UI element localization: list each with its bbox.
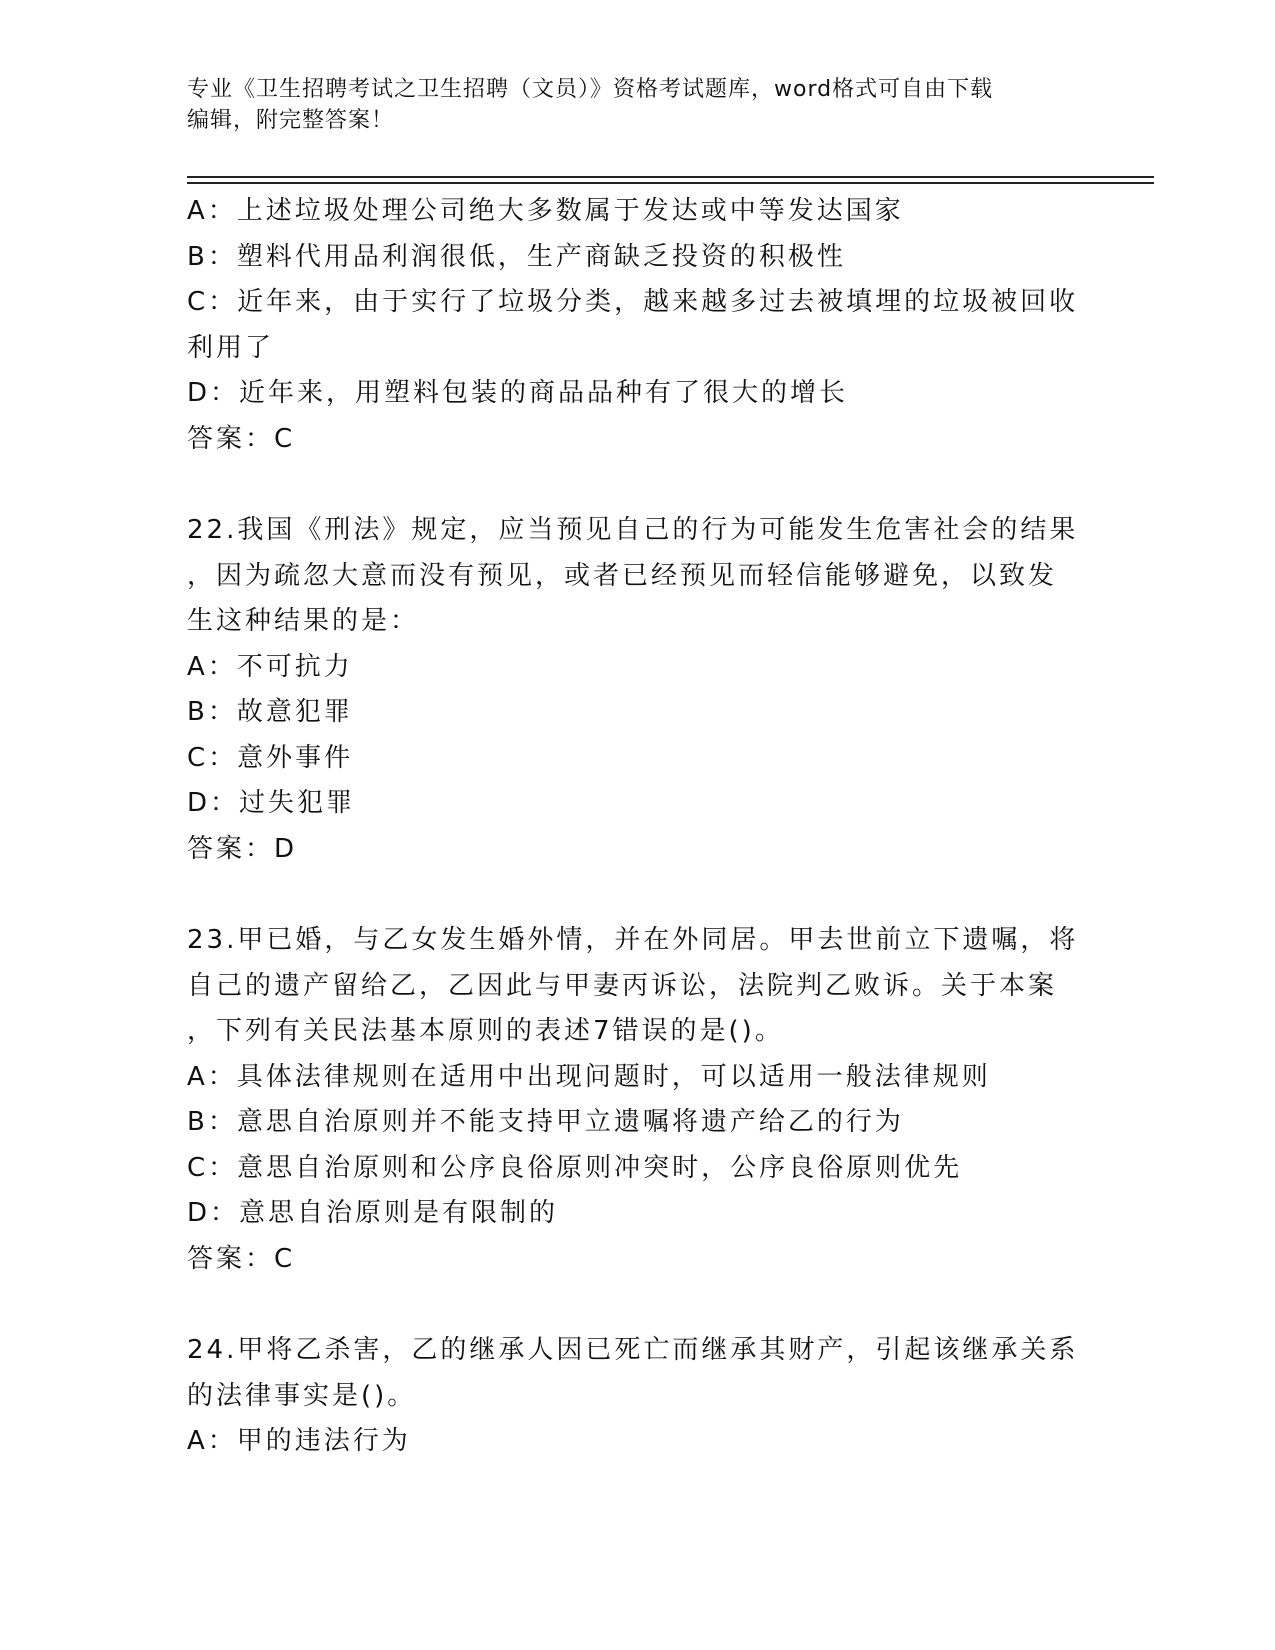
question-stem-continued: 生这种结果的是： — [187, 606, 420, 636]
option-b: B：塑料代用品利润很低，生产商缺乏投资的积极性 — [187, 241, 846, 272]
header-divider-top — [187, 176, 1154, 178]
answer: 答案：D — [187, 833, 298, 864]
answer: 答案：C — [187, 423, 296, 454]
option-a: A：具体法律规则在适用中出现问题时，可以适用一般法律规则 — [187, 1061, 991, 1092]
option-d: D：意思自治原则是有限制的 — [187, 1198, 559, 1228]
option-a: A：甲的违法行为 — [187, 1426, 411, 1456]
answer: 答案：C — [187, 1243, 296, 1274]
option-d: D：过失犯罪 — [187, 788, 356, 818]
question-stem-continued: 的法律事实是()。 — [187, 1380, 417, 1411]
document-body — [187, 189, 1087, 1465]
option-d: D：近年来，用塑料包装的商品品种有了很大的增长 — [187, 378, 849, 408]
option-b: B：故意犯罪 — [187, 697, 353, 727]
spacer — [187, 872, 1087, 918]
option-c: C：意思自治原则和公序良俗原则冲突时，公序良俗原则优先 — [187, 1152, 963, 1183]
question-stem: 23.甲已婚，与乙女发生婚外情，并在外同居。甲去世前立下遗嘱，将 — [187, 925, 1079, 955]
spacer — [187, 462, 1087, 508]
question-stem: 22.我国《刑法》规定，应当预见自己的行为可能发生危害社会的结果 — [187, 515, 1079, 545]
question-24 — [187, 1328, 1087, 1465]
question-23 — [187, 918, 1087, 1282]
option-b: B：意思自治原则并不能支持甲立遗嘱将遗产给乙的行为 — [187, 1107, 904, 1137]
header-divider-bottom — [187, 182, 1154, 184]
question-stem-continued: ，因为疏忽大意而没有预见，或者已经预见而轻信能够避免，以致发 — [187, 560, 1058, 591]
question-stem-continued: ，下列有关民法基本原则的表述7错误的是()。 — [187, 1016, 784, 1046]
header-line-2: 编辑，附完整答案！ — [187, 108, 395, 133]
option-a: A：上述垃圾处理公司绝大多数属于发达或中等发达国家 — [187, 196, 904, 226]
spacer — [187, 1282, 1087, 1328]
option-c: C：意外事件 — [187, 742, 354, 773]
header-line-1: 专业《卫生招聘考试之卫生招聘（文员）》资格考试题库，word格式可自由下载 — [187, 77, 994, 102]
document-header — [187, 74, 1087, 136]
option-c: C：近年来，由于实行了垃圾分类，越来越多过去被填埋的垃圾被回收 — [187, 287, 1079, 317]
option-a: A：不可抗力 — [187, 651, 353, 682]
question-21-continued — [187, 189, 1087, 462]
question-stem: 24.甲将乙杀害，乙的继承人因已死亡而继承其财产，引起该继承关系 — [187, 1335, 1079, 1365]
question-stem-continued: 自己的遗产留给乙，乙因此与甲妻丙诉讼，法院判乙败诉。关于本案 — [187, 970, 1058, 1001]
option-c-continued: 利用了 — [187, 332, 275, 363]
question-22 — [187, 508, 1087, 872]
